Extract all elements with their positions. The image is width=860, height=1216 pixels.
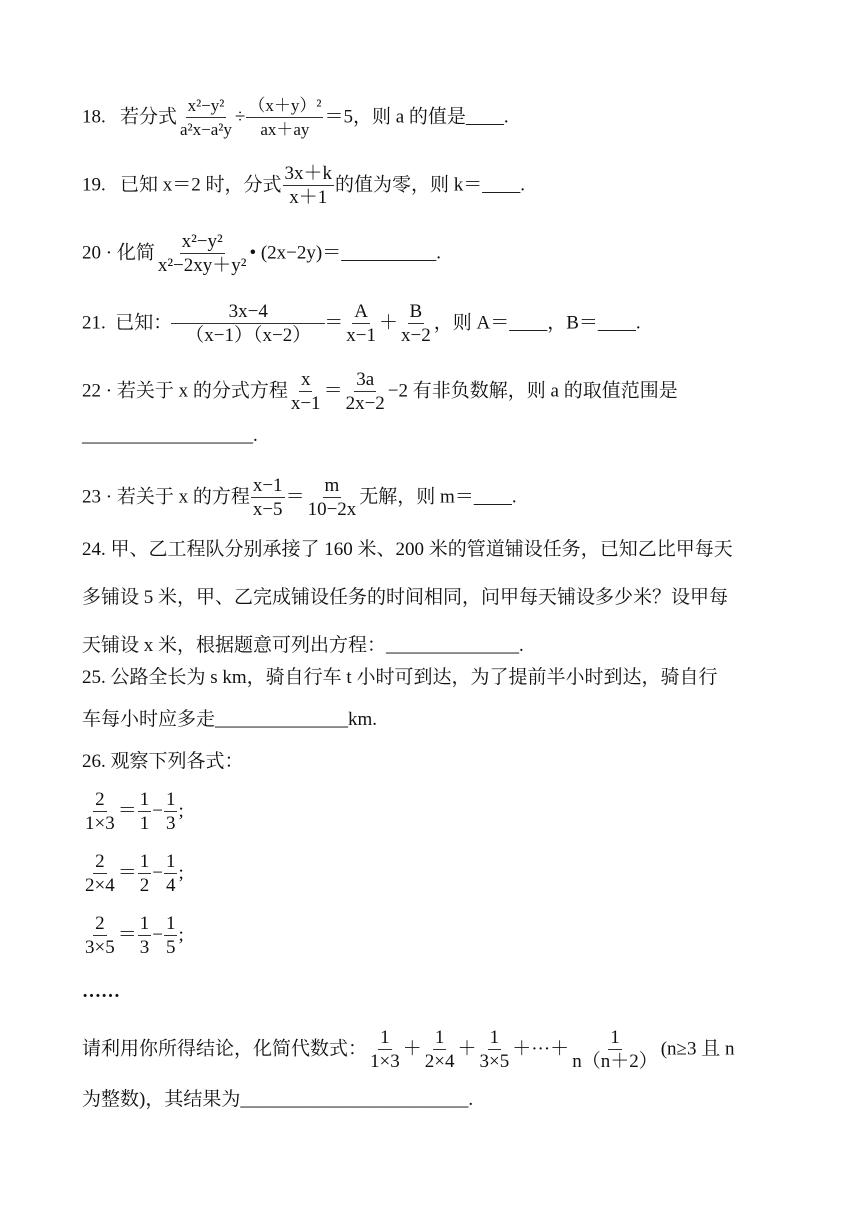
q22-fraction-1: $\frac{x}{x-1}$ bbox=[290, 369, 321, 414]
q26-ellipsis: …… bbox=[82, 981, 120, 1002]
q21-fraction-1: $\frac{3x-4}{(x-1)(x-2)}$ bbox=[173, 302, 323, 346]
q23-fraction-2: $\frac{m}{10-2x}$ bbox=[307, 475, 357, 520]
question-21: 21. 已知： $\frac{3x-4}{(x-1)(x-2)}$ ＝ $\frac{A}{x-1}$ ＋ $\frac{B}{x-2}$ ，则 A＝____，B＝____. bbox=[82, 301, 641, 346]
q21-fraction-3: $\frac{B}{x-2}$ bbox=[401, 301, 431, 346]
q24-line-3: 天铺设 x 米，根据题意可列出方程：______________. bbox=[82, 635, 524, 656]
q24-line-2: 多铺设 5 米，甲、乙完成铺设任务的时间相同，问甲每天铺设多少米？设甲每 bbox=[82, 587, 729, 608]
q26-row3-lhs: $\frac{2}{3\times 5}$ bbox=[85, 913, 115, 958]
question-22: 22 · 若关于 x 的分式方程 $\frac{x}{x-1}$ ＝ $\frac{3a}{2x-2}$ −2 有非负数解，则 a 的取值范围是 bbox=[82, 369, 678, 414]
q26-row2-lhs: $\frac{2}{2\times 4}$ bbox=[85, 851, 115, 896]
q26-row-2: $\frac{2}{2\times 4}$ ＝ $\frac{1}{2}$ − $\frac{1}{4}$ ; bbox=[85, 851, 184, 896]
q18-fraction-2: $\frac{\text{（x＋y）²}}{ax+ay}$ bbox=[248, 96, 322, 139]
question-19: 19. 已知 x＝2 时，分式 $\frac{3x+k}{x+1}$ 的值为零，则 k＝____. bbox=[82, 163, 526, 208]
q21-fraction-2: $\frac{A}{x-1}$ bbox=[346, 301, 376, 346]
q23-fraction-1: $\frac{x-1}{x-5}$ bbox=[252, 475, 283, 520]
q24-line-1: 24. 甲、乙工程队分别承接了 160 米、200 米的管道铺设任务，已知乙比甲每天 bbox=[82, 539, 733, 560]
q18-fraction-1: $\frac{\text{x²−y²}}{\text{a²x−a²y}}$ bbox=[180, 96, 232, 139]
q18-suffix: ＝5，则 a 的值是____. bbox=[324, 106, 509, 128]
question-20: 20 · 化简 $\frac{\text{x²−y²}}{\text{x²−2xy＋y²}}$ • (2x−2y)＝__________. bbox=[82, 231, 441, 276]
q26-ask-line-2: 为整数)，其结果为________________________. bbox=[82, 1089, 474, 1110]
q18-prefix: 若分式 bbox=[120, 106, 178, 128]
q25-line-1: 25. 公路全长为 s km，骑自行车 t 小时可到达，为了提前半小时到达，骑自行 bbox=[82, 667, 718, 688]
q22-fraction-2: $\frac{3a}{2x-2}$ bbox=[345, 369, 385, 414]
q22-answer-line: __________________. bbox=[82, 425, 258, 446]
q26-intro: 26. 观察下列各式： bbox=[82, 751, 244, 772]
q25-line-2: 车每小时应多走______________km. bbox=[82, 709, 378, 730]
q18-number: 18. bbox=[82, 106, 106, 128]
question-23: 23 · 若关于 x 的方程 $\frac{x-1}{x-5}$ ＝ $\frac{m}{10-2x}$ 无解，则 m＝____. bbox=[82, 475, 517, 520]
q26-row1-lhs: $\frac{2}{1\times 3}$ bbox=[85, 789, 115, 834]
q20-fraction: $\frac{\text{x²−y²}}{\text{x²−2xy＋y²}}$ bbox=[157, 231, 247, 276]
question-18: 18. 若分式 $\frac{\text{x²−y²}}{\text{a²x−a²y}}$ ÷ $\frac{\text{（x＋y）²}}{ax+ay}$ ＝5，则 a 的值是____. bbox=[82, 96, 509, 139]
q26-row-3: $\frac{2}{3\times 5}$ ＝ $\frac{1}{3}$ − $\frac{1}{5}$ ; bbox=[85, 913, 184, 958]
q26-row-1: $\frac{2}{1\times 3}$ ＝ $\frac{1}{1}$ − $\frac{1}{3}$ ; bbox=[85, 789, 184, 834]
q26-ask: 请利用你所得结论，化简代数式： $\frac{1}{1\times 3}$ ＋ $\frac{1}{2\times 4}$ ＋ $\frac{1}{3\times 5}$ ＋···＋ $\frac{1}{n(n+2)}$ (n≥3 且 n bbox=[82, 1027, 735, 1072]
q19-fraction: $\frac{3x+k}{x+1}$ bbox=[284, 163, 333, 208]
